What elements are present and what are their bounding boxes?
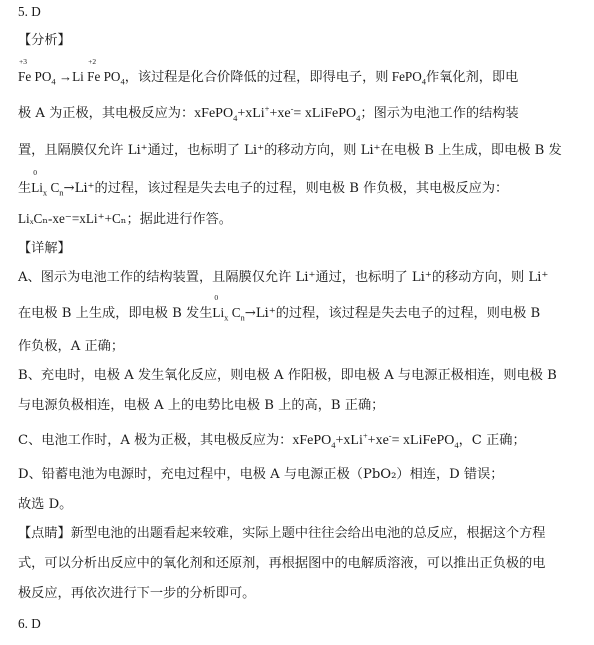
analysis-line-3: 置，且隔膜仅允许 Li⁺通过，也标明了 Li⁺的移动方向，则 Li⁺在电极 B 上生成，即电极 B 发: [18, 143, 562, 158]
comment-line-1: 【点睛】新型电池的出题看起来较难，实际上题中往往会给出电池的总反应，根据这个方程: [18, 526, 546, 541]
detail-b-line-1: B、充电时，电极 A 发生氧化反应，则电极 A 作阳极，即电极 A 与电源正极相连，则电极 B: [18, 368, 557, 383]
product-formula: +2 Fe $PO_4$: [87, 57, 125, 87]
comment-line-3: 极反应，再依次进行下一步的分析即可。: [18, 586, 256, 601]
question-6-answer: [18, 614, 41, 634]
detail-header: 【详解】: [18, 241, 71, 256]
detail-c-line: C、电池工作时，A 极为正极，其电极反应为：xFePO$_4$+xLi++xe-= xLiFePO$_4$，C 正确；: [18, 430, 526, 450]
cathode-equation: xFePO$_4$+xLi++xe-= xLiFePO$_4$: [292, 430, 459, 450]
question-number: 6.: [18, 616, 28, 631]
detail-conclusion: 故选 D。: [18, 497, 73, 512]
detail-b-line-2: 与电源负极相连，电极 A 上的电势比电极 B 上的高，B 正确；: [18, 398, 385, 413]
detail-d-line: D、铅蓄电池为电源时，充电过程中，电极 A 与电源正极（PbO₂）相连，D 错误；: [18, 467, 504, 482]
cathode-equation: xFePO$_4$+xLi++xe-= xLiFePO$_4$: [194, 103, 361, 123]
lixcn-formula: 0 $Li_x$ $C_n$: [31, 168, 64, 198]
comment-line-2: 式，可以分析出反应中的氧化剂和还原剂，再根据图中的电解质溶液，可以推出正负极的电: [18, 556, 546, 571]
detail-a-line-2: 在电极 B 上生成，即电极 B 发生 0 $Li_x$ $C_n\to Li^+$的过程，该过程是失去电子的过程，则电极 B: [18, 293, 541, 323]
lixcn-formula: 0 $Li_x$ $C_n$: [212, 293, 245, 323]
analysis-line-1: +3 Fe $PO_4 \to Li$ +2 Fe $PO_4$，该过程是化合价降低的过程，即得电子，则 FePO$_4$作氧化剂，即电: [18, 57, 519, 87]
question-number: 5.: [18, 4, 28, 19]
oxidation-state-fe2: +2: [88, 57, 97, 66]
answer-letter: D: [31, 616, 41, 631]
analysis-header: 【分析】: [18, 33, 71, 48]
question-5-answer: [18, 2, 41, 22]
reactant-formula: +3 Fe $PO_4$: [18, 57, 56, 87]
detail-a-line-3: 作负极，A 正确；: [18, 339, 125, 354]
detail-a-line-1: A、图示为电池工作的结构装置，且隔膜仅允许 Li⁺通过，也标明了 Li⁺的移动方向，则 Li⁺: [18, 270, 549, 285]
oxidation-state-fe3: +3: [19, 57, 27, 66]
analysis-line-4: 生 0 $Li_x$ $C_n\to Li^+$的过程，该过程是失去电子的过程，则电极 B 作负极，其电极反应为：: [18, 168, 509, 198]
analysis-line-2: 极 A 为正极，其电极反应为：xFePO$_4$+xLi++xe-= xLiFePO$_4$；图示为电池工作的结构装: [18, 103, 519, 123]
analysis-line-5: LiₓCₙ-xe⁻=xLi⁺+Cₙ；据此进行作答。: [18, 211, 232, 226]
answer-letter: D: [31, 4, 41, 19]
